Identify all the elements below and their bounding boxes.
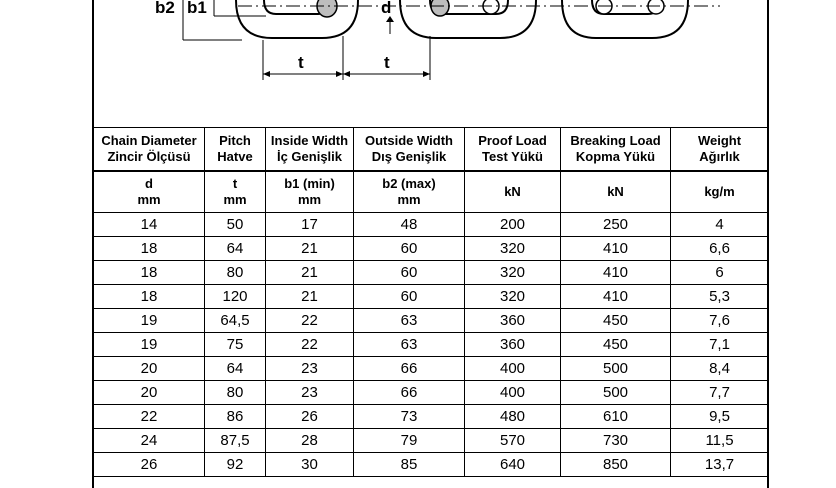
header-chain-diameter bbox=[94, 128, 205, 172]
header-label-tr: Test Yükü bbox=[482, 149, 543, 164]
cell-outside-width: 85 bbox=[354, 453, 465, 477]
cell-proof-load: 200 bbox=[465, 213, 561, 237]
cell-inside-width: 22 bbox=[266, 333, 354, 357]
unit-measure: mm bbox=[137, 192, 161, 207]
cell-chain-diameter: 18 bbox=[94, 285, 205, 309]
cell-chain-diameter: 18 bbox=[94, 261, 205, 285]
label-t-right: t bbox=[384, 53, 390, 72]
unit-symbol: d bbox=[145, 176, 153, 191]
cell-weight: 6,6 bbox=[671, 237, 769, 261]
cell-chain-diameter: 19 bbox=[94, 333, 205, 357]
cell-outside-width: 60 bbox=[354, 285, 465, 309]
cell-weight: 8,4 bbox=[671, 357, 769, 381]
cell-proof-load: 400 bbox=[465, 357, 561, 381]
table-row bbox=[94, 213, 769, 237]
cell-weight: 7,7 bbox=[671, 381, 769, 405]
cell-proof-load: 360 bbox=[465, 309, 561, 333]
cell-chain-diameter: 22 bbox=[94, 405, 205, 429]
table-row bbox=[94, 309, 769, 333]
cell-pitch: 64,5 bbox=[205, 309, 266, 333]
header-label-tr: Ağırlık bbox=[699, 149, 740, 164]
cell-pitch: 92 bbox=[205, 453, 266, 477]
unit-measure: mm bbox=[397, 192, 421, 207]
unit-symbol: t bbox=[232, 176, 238, 191]
header-label-en: Pitch bbox=[219, 133, 251, 148]
table-row bbox=[94, 453, 769, 477]
cell-pitch: 86 bbox=[205, 405, 266, 429]
cell-pitch: 50 bbox=[205, 213, 266, 237]
table-row bbox=[94, 333, 769, 357]
header-label-tr: Hatve bbox=[217, 149, 253, 164]
unit-symbol: kg/m bbox=[704, 184, 735, 199]
cell-weight: 7,6 bbox=[671, 309, 769, 333]
cell-chain-diameter: 26 bbox=[94, 453, 205, 477]
cell-outside-width: 79 bbox=[354, 429, 465, 453]
cell-proof-load: 320 bbox=[465, 285, 561, 309]
header-weight bbox=[671, 128, 769, 172]
cell-breaking-load: 450 bbox=[561, 309, 671, 333]
label-d: d bbox=[381, 0, 392, 17]
table-row bbox=[94, 261, 769, 285]
cell-pitch: 64 bbox=[205, 237, 266, 261]
cell-breaking-load: 450 bbox=[561, 333, 671, 357]
unit-measure: mm bbox=[223, 192, 247, 207]
cell-weight: 11,5 bbox=[671, 429, 769, 453]
header-breaking-load bbox=[561, 128, 671, 172]
cell-pitch: 87,5 bbox=[205, 429, 266, 453]
unit-pitch bbox=[205, 171, 266, 213]
cell-chain-diameter: 14 bbox=[94, 213, 205, 237]
cell-inside-width: 21 bbox=[266, 285, 354, 309]
cell-breaking-load: 410 bbox=[561, 285, 671, 309]
cell-proof-load: 320 bbox=[465, 261, 561, 285]
units-row bbox=[94, 171, 769, 213]
cell-breaking-load: 250 bbox=[561, 213, 671, 237]
header-label-tr: Kopma Yükü bbox=[575, 149, 656, 164]
cell-outside-width: 66 bbox=[354, 381, 465, 405]
header-label-en: Breaking Load bbox=[570, 133, 661, 148]
cell-chain-diameter: 20 bbox=[94, 357, 205, 381]
cell-pitch: 80 bbox=[205, 381, 266, 405]
cell-inside-width: 21 bbox=[266, 261, 354, 285]
chain-dimension-diagram bbox=[0, 0, 836, 128]
cell-weight: 9,5 bbox=[671, 405, 769, 429]
cell-weight: 5,3 bbox=[671, 285, 769, 309]
cell-breaking-load: 850 bbox=[561, 453, 671, 477]
cell-weight: 13,7 bbox=[671, 453, 769, 477]
cell-weight: 7,1 bbox=[671, 333, 769, 357]
unit-symbol: kN bbox=[504, 184, 521, 199]
cell-outside-width: 60 bbox=[354, 237, 465, 261]
table-row bbox=[94, 381, 769, 405]
unit-symbol: b2 (max) bbox=[382, 176, 436, 191]
cell-outside-width: 48 bbox=[354, 213, 465, 237]
table-row bbox=[94, 285, 769, 309]
cell-inside-width: 23 bbox=[266, 381, 354, 405]
cell-outside-width: 63 bbox=[354, 333, 465, 357]
cell-breaking-load: 610 bbox=[561, 405, 671, 429]
label-t-left: t bbox=[298, 53, 304, 72]
table-body bbox=[94, 213, 769, 477]
cell-breaking-load: 410 bbox=[561, 261, 671, 285]
unit-outside-width bbox=[354, 171, 465, 213]
table-row bbox=[94, 237, 769, 261]
header-label-tr: Dış Genişlik bbox=[371, 149, 447, 164]
header-label-tr: Zincir Ölçüsü bbox=[107, 149, 191, 164]
header-proof-load bbox=[465, 128, 561, 172]
chain-spec-table bbox=[93, 127, 769, 477]
unit-symbol: kN bbox=[607, 184, 624, 199]
header-label-en: Inside Width bbox=[270, 133, 349, 148]
chain-link-cross-section bbox=[317, 0, 337, 17]
cell-breaking-load: 500 bbox=[561, 357, 671, 381]
cell-proof-load: 400 bbox=[465, 381, 561, 405]
label-b2: b2 bbox=[155, 0, 175, 17]
header-label-en: Proof Load bbox=[478, 133, 547, 148]
unit-proof-load bbox=[465, 171, 561, 213]
cell-breaking-load: 500 bbox=[561, 381, 671, 405]
cell-inside-width: 23 bbox=[266, 357, 354, 381]
cell-chain-diameter: 20 bbox=[94, 381, 205, 405]
cell-inside-width: 28 bbox=[266, 429, 354, 453]
header-inside-width bbox=[266, 128, 354, 172]
header-label-en: Chain Diameter bbox=[101, 133, 197, 148]
cell-outside-width: 66 bbox=[354, 357, 465, 381]
cell-inside-width: 26 bbox=[266, 405, 354, 429]
header-pitch bbox=[205, 128, 266, 172]
unit-inside-width bbox=[266, 171, 354, 213]
cell-breaking-load: 730 bbox=[561, 429, 671, 453]
cell-inside-width: 17 bbox=[266, 213, 354, 237]
cell-proof-load: 640 bbox=[465, 453, 561, 477]
cell-weight: 4 bbox=[671, 213, 769, 237]
cell-inside-width: 22 bbox=[266, 309, 354, 333]
cell-outside-width: 60 bbox=[354, 261, 465, 285]
label-b1: b1 bbox=[187, 0, 207, 17]
unit-weight bbox=[671, 171, 769, 213]
cell-pitch: 64 bbox=[205, 357, 266, 381]
table-row bbox=[94, 357, 769, 381]
cell-outside-width: 73 bbox=[354, 405, 465, 429]
table-row bbox=[94, 405, 769, 429]
cell-chain-diameter: 18 bbox=[94, 237, 205, 261]
unit-chain-diameter bbox=[94, 171, 205, 213]
header-row bbox=[94, 128, 769, 172]
cell-breaking-load: 410 bbox=[561, 237, 671, 261]
unit-breaking-load bbox=[561, 171, 671, 213]
cell-proof-load: 320 bbox=[465, 237, 561, 261]
cell-proof-load: 570 bbox=[465, 429, 561, 453]
cell-inside-width: 21 bbox=[266, 237, 354, 261]
cell-pitch: 120 bbox=[205, 285, 266, 309]
cell-outside-width: 63 bbox=[354, 309, 465, 333]
unit-measure: mm bbox=[297, 192, 322, 207]
cell-inside-width: 30 bbox=[266, 453, 354, 477]
cell-proof-load: 480 bbox=[465, 405, 561, 429]
cell-weight: 6 bbox=[671, 261, 769, 285]
unit-symbol: b1 (min) bbox=[284, 176, 335, 191]
cell-proof-load: 360 bbox=[465, 333, 561, 357]
header-outside-width bbox=[354, 128, 465, 172]
cell-pitch: 75 bbox=[205, 333, 266, 357]
cell-chain-diameter: 24 bbox=[94, 429, 205, 453]
header-label-en: Weight bbox=[697, 133, 742, 148]
cell-pitch: 80 bbox=[205, 261, 266, 285]
header-label-tr: İç Genişlik bbox=[276, 149, 343, 164]
header-label-en: Outside Width bbox=[365, 133, 453, 148]
table-row bbox=[94, 429, 769, 453]
cell-chain-diameter: 19 bbox=[94, 309, 205, 333]
